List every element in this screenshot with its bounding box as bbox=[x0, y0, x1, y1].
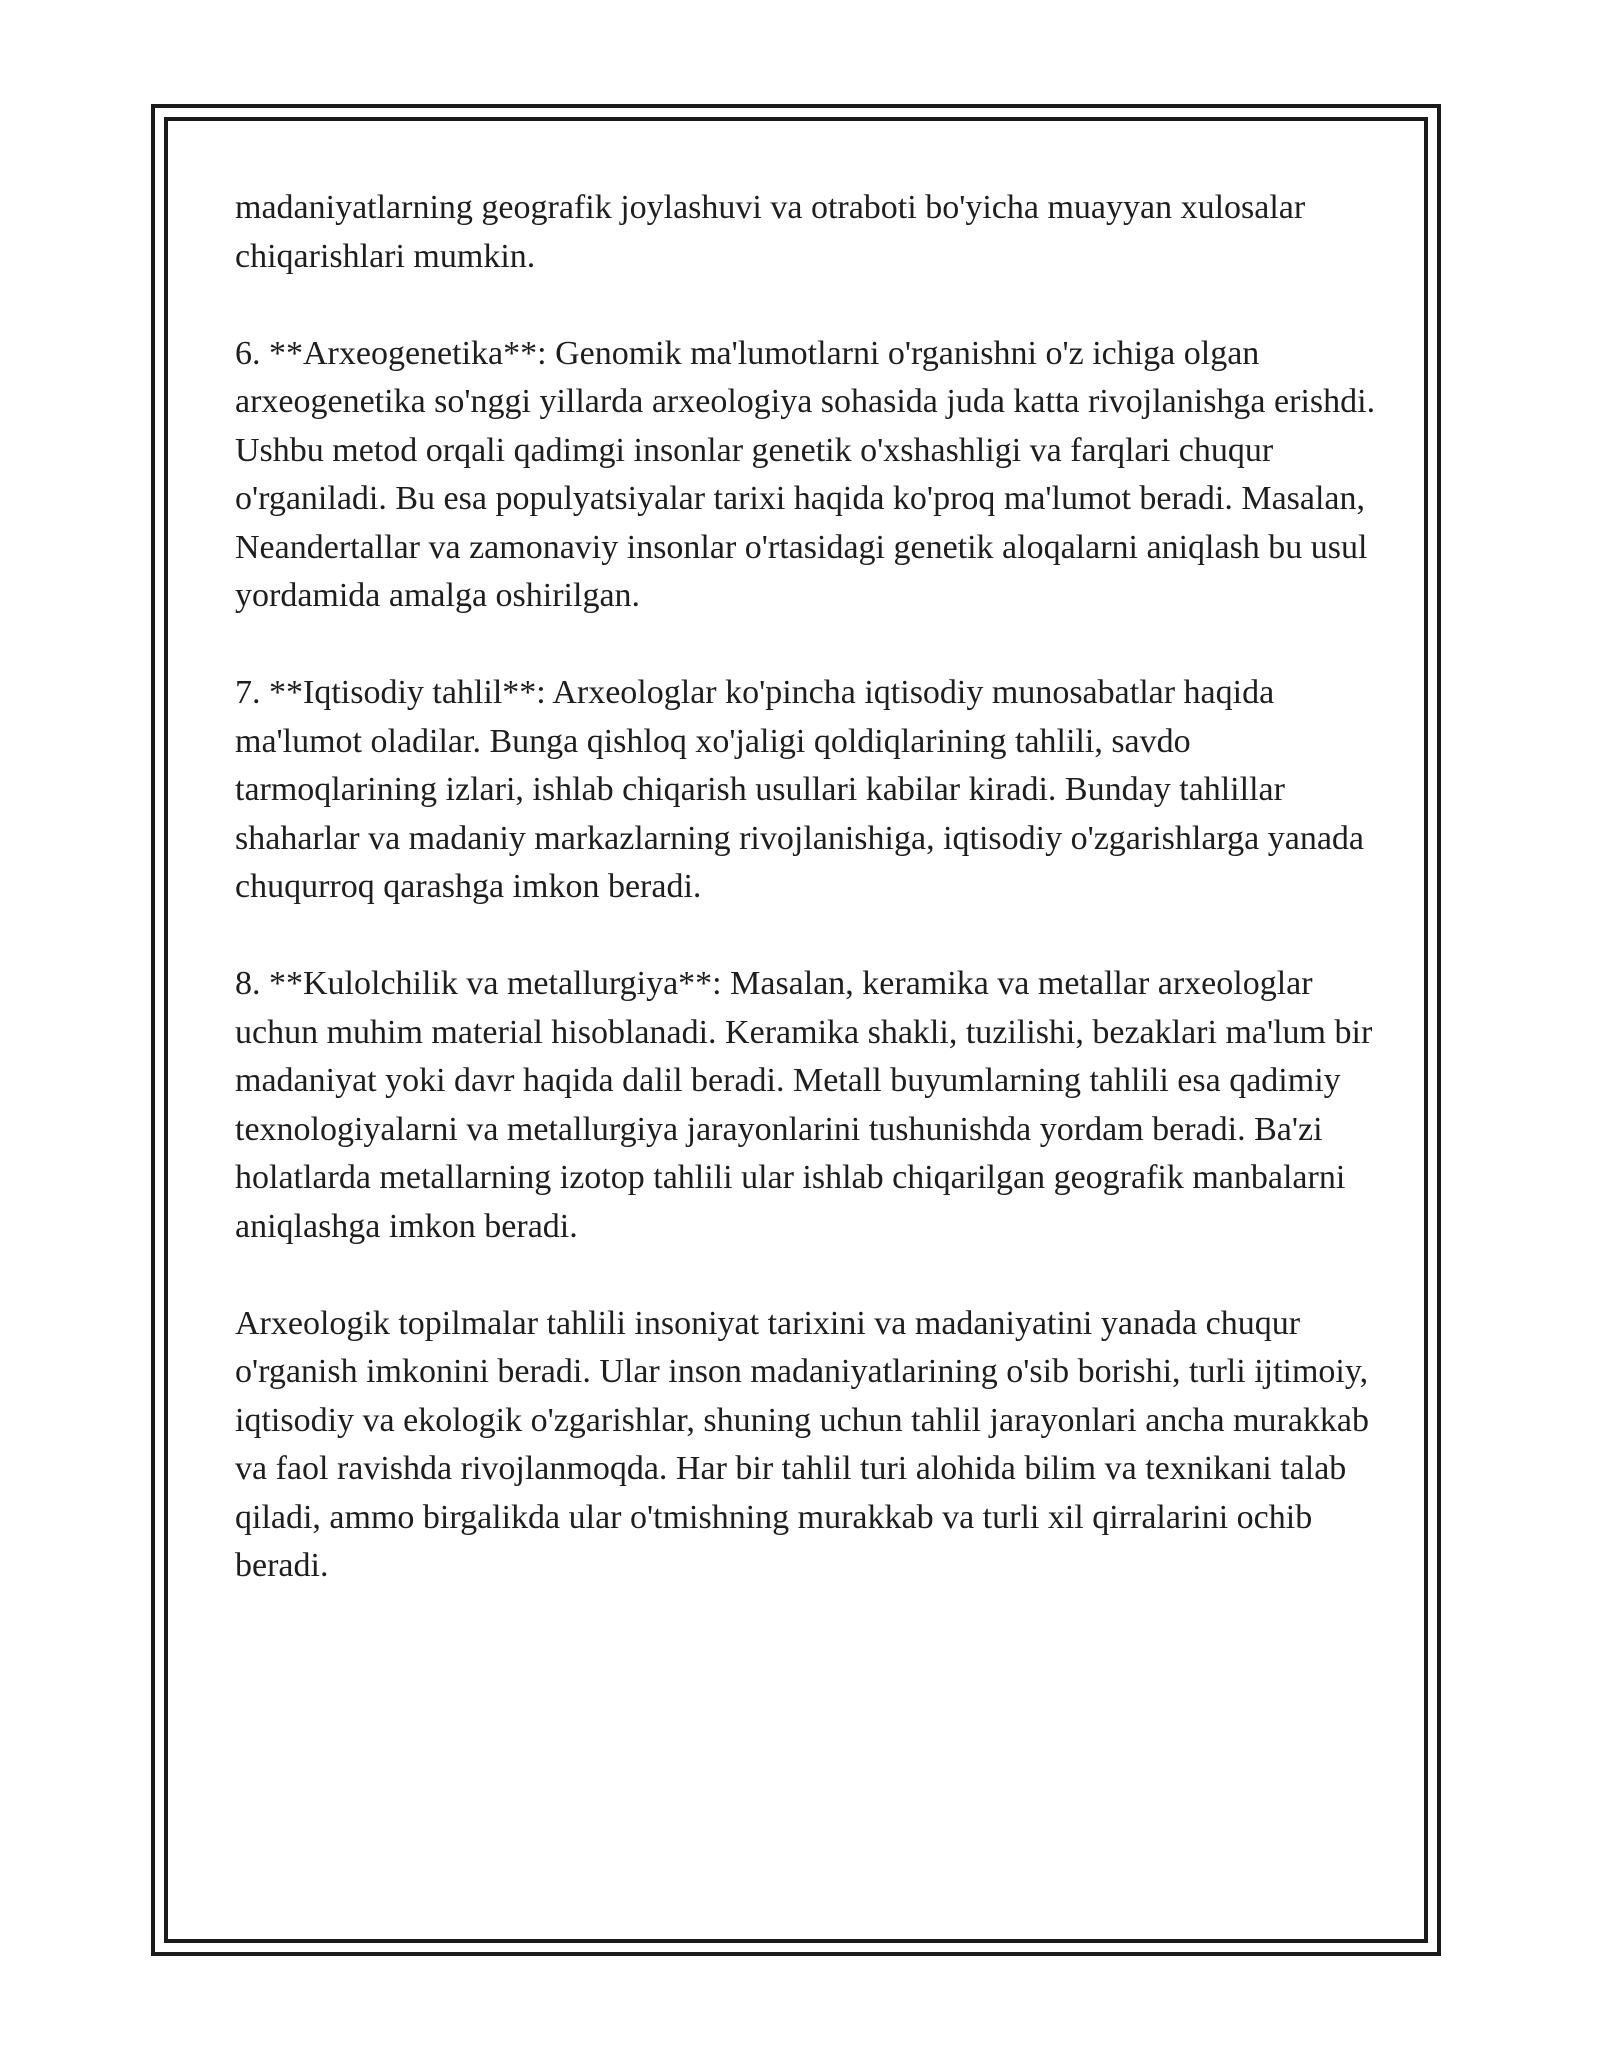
paragraph-arxeogenetika: 6. **Arxeogenetika**: Genomik ma'lumotlarni o'rganishni o'z ichiga olgan arxeogenetika so'nggi yillarda arxeologiya sohasida juda katta rivojlanishga erishdi. Ushbu metod orqali qadimgi insonlar genetik o'xshashligi va farqlari chuqur o'rganiladi. Bu esa populyatsiyalar tarixi haqida ko'proq ma'lumot beradi. Masalan, Neandertallar va zamonaviy insonlar o'rtasidagi genetik aloqalarni aniqlash bu usul yordamida amalga oshirilgan. bbox=[235, 334, 1376, 614]
paragraph-kulolchilik-metallurgiya: 8. **Kulolchilik va metallurgiya**: Masalan, keramika va metallar arxeologlar uchun muhim material hisoblanadi. Keramika shakli, tuzilishi, bezaklari ma'lum bir madaniyat yoki davr haqida dalil beradi. Metall buyumlarning tahlili esa qadimiy texnologiyalarni va metallurgiya jarayonlarini tushunishda yordam beradi. Ba'zi holatlarda metallarning izotop tahlili ular ishlab chiqarilgan geografik manbalarni aniqlashga imkon beradi. bbox=[235, 965, 1373, 1245]
paragraph-continuation: madaniyatlarning geografik joylashuvi va otraboti bo'yicha muayyan xulosalar chiqarishlari mumkin. bbox=[235, 189, 1306, 275]
document-body bbox=[235, 184, 1380, 1639]
paragraph-conclusion: Arxeologik topilmalar tahlili insoniyat tarixini va madaniyatini yanada chuqur o'rganish imkonini beradi. Ular inson madaniyatlarining o'sib borishi, turli ijtimoiy, iqtisodiy va ekologik o'zgarishlar, shuning uchun tahlil jarayonlari ancha murakkab va faol ravishda rivojlanmoqda. Har bir tahlil turi alohida bilim va texnikani talab qiladi, ammo birgalikda ular o'tmishning murakkab va turli xil qirralarini ochib beradi. bbox=[235, 1304, 1370, 1584]
paragraph-iqtisodiy-tahlil: 7. **Iqtisodiy tahlil**: Arxeologlar ko'pincha iqtisodiy munosabatlar haqida ma'lumot oladilar. Bunga qishloq xo'jaligi qoldiqlarining tahlili, savdo tarmoqlarining izlari, ishlab chiqarish usullari kabilar kiradi. Bunday tahlillar shaharlar va madaniy markazlarning rivojlanishiga, iqtisodiy o'zgarishlarga yanada chuqurroq qarashga imkon beradi. bbox=[235, 674, 1365, 905]
